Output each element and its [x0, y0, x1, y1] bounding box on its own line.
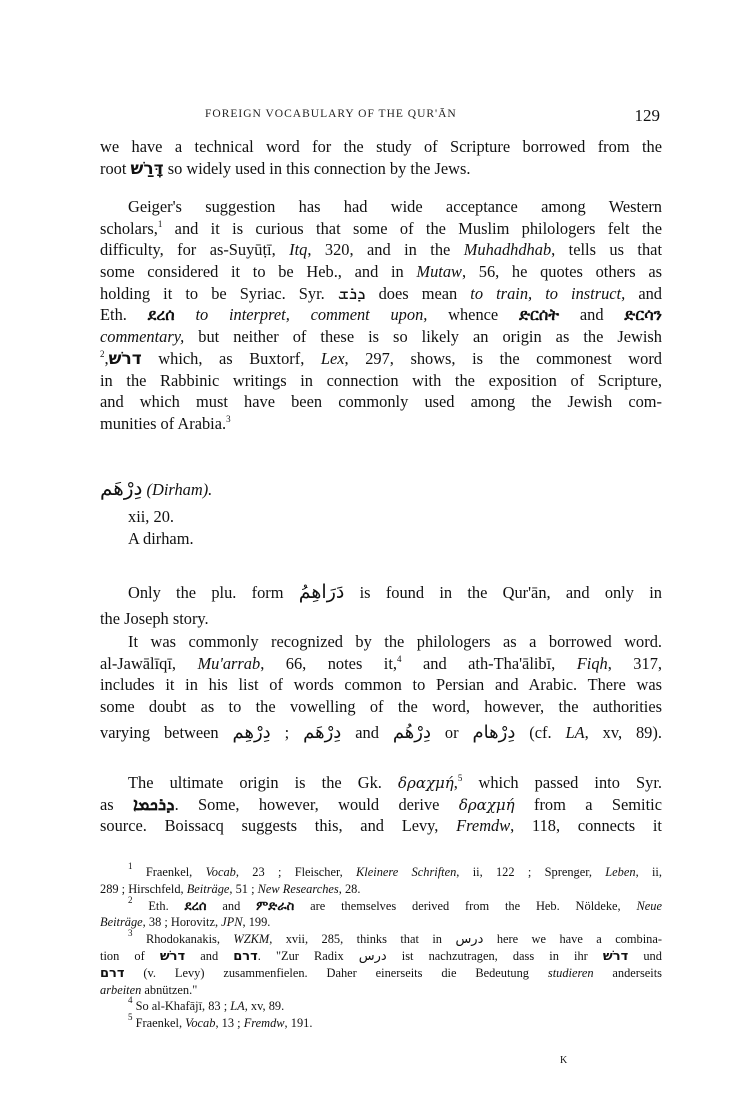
- footnote-3: $^3$ Rhodokanakis, WZKM, xvii, 285, thinks that in درس here we have a combina- tion of דרשׁ and דרם. "Zur Radix درس ist nachzutragen, dass in ihr דרשׁ und דרם (v. Levy) zusammenfielen. Daher einerseits die Bedeutung studieren anderseits arbeiten abnützen.": [100, 928, 662, 997]
- paragraph-4: [100, 631, 662, 748]
- text-line: Eth. ደረሰ to interpret, comment upon, whence ድርሰት and ድርሳን: [100, 305, 663, 325]
- text-line: and which must have been commonly used among the Jewish com-: [100, 392, 662, 412]
- text-line: al-Jawālīqī, Mu'arrab, 66, notes it,$^4$ and ath-Tha'ālibī, Fiqh, 317,: [100, 653, 662, 673]
- hebrew-word: דרשׁ: [602, 948, 629, 964]
- entry-heading: [100, 478, 662, 549]
- footnotes: [100, 861, 662, 1032]
- arabic-word: دِرْهُم: [392, 721, 431, 743]
- footnote-4: $^4$ So al-Khafājī, 83 ; LA, xv, 89.: [128, 995, 285, 1014]
- text-line: as ܕܪܟܡܐ. Some, however, would derive δραχμή from a Semitic: [100, 794, 662, 815]
- arabic-word: درس: [358, 948, 387, 964]
- running-header: [100, 106, 660, 126]
- hebrew-word: דרשׁ: [159, 948, 186, 964]
- text-line: munities of Arabia.$^3$: [100, 413, 231, 433]
- arabic-word: دِرْهَم: [303, 721, 342, 743]
- ethiopic-word: ምድራስ: [256, 898, 295, 914]
- syriac-word: ܕܪܫ: [337, 283, 366, 304]
- text-line: in the Rabbinic writings in connection with the exposition of Scripture,: [100, 370, 662, 390]
- footnote-ref[interactable]: 3: [226, 413, 231, 424]
- footnote-2: $^2$ Eth. ደረሰ and ምድራስ are themselves derived from the Heb. Nöldeke, Neue Beiträge, 38 ; Horovitz, JPN, 199.: [100, 894, 662, 930]
- page-number: 129: [634, 106, 660, 125]
- text-line: Only the plu. form دَرَاهِمُ is found in the Qur'ān, and only in: [128, 581, 662, 603]
- entry-title-line: [100, 478, 662, 506]
- text-line: the Joseph story.: [100, 609, 209, 628]
- text-line: difficulty, for as-Suyūṭī, Itq, 320, and in the Muhadhdhab, tells us that: [100, 240, 662, 260]
- footnote-1: $^1$ Fraenkel, Vocab, 23 ; Fleischer, Kleinere Schriften, ii, 122 ; Sprenger, Leben, ii, 289 ; Hirschfeld, Beiträge, 51 ; New Researches, 28.: [100, 861, 662, 896]
- text-line: source. Boissacq suggests this, and Levy, Fremdw, 118, connects it: [100, 816, 662, 836]
- footnote-ref[interactable]: 4: [397, 653, 402, 664]
- text-line: includes it in his list of words common to Persian and Arabic. There was: [100, 675, 662, 695]
- arabic-word: درس: [455, 932, 484, 948]
- hebrew-word: דרם: [233, 948, 258, 964]
- syriac-word: ܕܪܟܡܐ: [133, 794, 175, 815]
- text-line: The ultimate origin is the Gk. δραχμή,$^5$ which passed into Syr.: [128, 773, 662, 792]
- paragraph-2: [100, 196, 662, 435]
- ethiopic-word: ደረሰ: [147, 305, 175, 325]
- signature-mark: K: [560, 1055, 568, 1066]
- text-line: holding it to be Syriac. Syr. ܕܪܫ does mean to train, to instruct, and: [100, 283, 662, 304]
- hebrew-word: דָּרַשׁ: [130, 158, 164, 179]
- text-line: It was commonly recognized by the philologers as a borrowed word.: [128, 632, 662, 651]
- text-line: varying between دِرْهَم ; دِرْهِم and دِرْهُم or دِرْهام (cf. LA, xv, 89).: [100, 721, 662, 743]
- entry-arabic-word: دِرْهَم: [100, 476, 143, 500]
- text-line: some doubt as to the vowelling of the word, however, the authorities: [100, 697, 662, 717]
- text-line: scholars,$^1$ and it is curious that some of the Muslim philologers felt the: [100, 218, 662, 238]
- paragraph-1: [100, 136, 662, 179]
- footnote-ref[interactable]: 5: [457, 773, 463, 783]
- footnote-ref[interactable]: 2: [100, 348, 105, 359]
- ethiopic-word: ድርሳን: [624, 305, 663, 325]
- greek-word: δραχμή: [397, 774, 454, 792]
- arabic-word: دِرْهام: [472, 721, 516, 743]
- entry-gloss: A dirham.: [128, 528, 194, 548]
- text-line: we have a technical word for the study of Scripture borrowed from the: [100, 137, 662, 156]
- text-line: דרשׁ,$^2$ which, as Buxtorf, Lex, 297, shows, is the commonest word: [100, 348, 662, 369]
- greek-word: δραχμή: [458, 795, 515, 814]
- paragraph-3: [100, 582, 662, 630]
- entry-reference: xii, 20.: [128, 507, 174, 526]
- text-line: Geiger's suggestion has had wide acceptance among Western: [128, 197, 662, 216]
- paragraph-5: [100, 772, 662, 837]
- footnote-ref[interactable]: 1: [157, 218, 163, 229]
- footnote-5: $^5$ Fraenkel, Vocab, 13 ; Fremdw, 191.: [128, 1012, 313, 1031]
- running-title: FOREIGN VOCABULARY OF THE QUR'ĀN: [205, 108, 457, 120]
- arabic-word: دِرْهِم: [232, 721, 271, 743]
- entry-transliteration: (Dirham).: [146, 480, 213, 499]
- text-line: commentary, but neither of these is so likely an origin as the Jewish: [100, 327, 662, 347]
- text-line: some considered it to be Heb., and in Mutaw, 56, he quotes others as: [100, 262, 662, 282]
- hebrew-word: דרשׁ: [108, 348, 142, 369]
- hebrew-word: דרם: [100, 965, 125, 981]
- ethiopic-word: ደረሰ: [184, 898, 207, 914]
- arabic-word: دَرَاهِمُ: [298, 581, 345, 603]
- ethiopic-word: ድርሰት: [518, 305, 560, 325]
- text-line: root דָּרַשׁ so widely used in this connection by the Jews.: [100, 158, 471, 179]
